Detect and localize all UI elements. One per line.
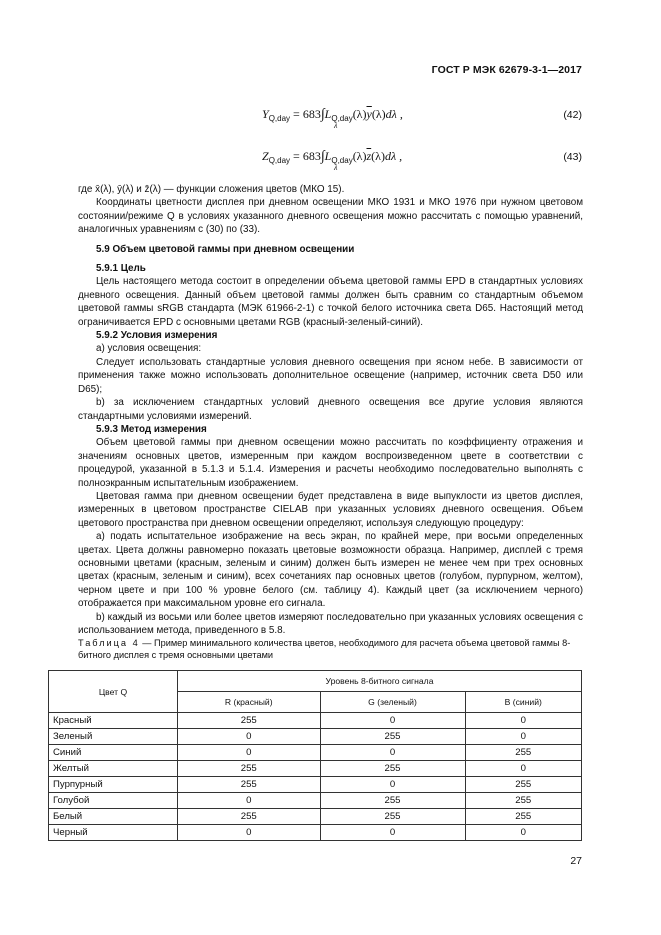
eq42-coef: 683 — [302, 107, 321, 121]
eq43-lhs-sub: Q,day — [268, 156, 291, 165]
where-clause: где x̄(λ), ȳ(λ) и z̄(λ) — функции сложения цветов (МКО 15). — [78, 184, 345, 195]
table-header-r: R (красный) — [178, 692, 321, 713]
paragraph-illumination: Следует использовать стандартные условия дневного освещения при ясном небе. В зависимости от применения также можно использовать дополнительное освещение (например, источник света D50 или D65); — [78, 356, 583, 395]
page-number: 27 — [570, 855, 582, 867]
paragraph-goal: Цель настоящего метода состоит в определении объема цветовой гаммы EPD в стандартных условиях дневного освещения. Данный объем цветовой гаммы должен быть сравним со стандартным объемом цветовой гаммы sRGB стандарта (МЭК 61966-2-1) с точкой белого источника света D65. Настоящий метод ограничивается EPD с основными цветами RGB (красный-зеленый-синий). — [78, 276, 583, 328]
table-header-color: Цвет Q — [49, 671, 178, 713]
section-heading-5-9-1: 5.9.1 Цель — [96, 263, 146, 275]
eq43-lhs: Z — [262, 149, 269, 163]
table-cell-value: 0 — [465, 713, 581, 729]
table-header-signal-level: Уровень 8-битного сигнала — [178, 671, 582, 692]
eq43-coef: 683 — [302, 149, 321, 163]
table-header-g: G (зеленый) — [320, 692, 465, 713]
eq43-lambda-under: λ — [334, 163, 338, 172]
eq43-arg: (λ) — [352, 149, 367, 163]
list-item-a-conditions: а) условия освещения: — [96, 343, 202, 355]
section-heading-5-9-3: 5.9.3 Метод измерения — [96, 423, 207, 435]
table-cell-value: 255 — [465, 809, 581, 825]
table-cell-value: 0 — [465, 729, 581, 745]
equation-43 — [0, 149, 661, 173]
eq43-dl: dλ , — [384, 149, 403, 163]
table-row — [49, 761, 582, 777]
eq43-func-arg: (λ) — [371, 149, 385, 163]
equation-number-42: (42) — [563, 109, 582, 121]
table-cell-value: 0 — [320, 745, 465, 761]
eq42-func-arg: (λ) — [371, 107, 386, 121]
table-row — [49, 729, 582, 745]
table-cell-color-name: Голубой — [49, 793, 178, 809]
table-cell-value: 0 — [320, 713, 465, 729]
table-cell-value: 0 — [178, 793, 321, 809]
eq43-func: $\overline{z}$ — [366, 149, 372, 163]
table-cell-value: 255 — [178, 809, 321, 825]
paragraph-method-2: Цветовая гамма при дневном освещении будет представлена в виде выпуклости из цветов дисплея, измеренных в цветовом пространстве CIELAB при указанных условиях дневного освещения. Объем цветового пространства при дневном освещении определяют, используя следующую процедуру: — [78, 490, 583, 529]
table-cell-color-name: Красный — [49, 713, 178, 729]
table-cell-color-name: Белый — [49, 809, 178, 825]
equation-42-expression — [262, 107, 403, 130]
table-cell-color-name: Синий — [49, 745, 178, 761]
document-number: ГОСТ Р МЭК 62679-3-1—2017 — [431, 64, 582, 76]
table-cell-color-name: Черный — [49, 825, 178, 841]
table-cell-value: 0 — [178, 745, 321, 761]
table-cell-value: 255 — [178, 713, 321, 729]
table-cell-value: 255 — [320, 729, 465, 745]
table-row — [49, 713, 582, 729]
table-cell-value: 0 — [178, 729, 321, 745]
table-cell-value: 0 — [178, 825, 321, 841]
equation-number-43: (43) — [563, 151, 582, 163]
eq43-rel: = — [293, 149, 300, 163]
table-caption-label: Таблица 4 — [78, 638, 140, 648]
table-cell-value: 255 — [465, 793, 581, 809]
table-cell-value: 255 — [178, 777, 321, 793]
table-cell-color-name: Желтый — [49, 761, 178, 777]
eq42-dl: dλ , — [385, 107, 403, 121]
table-row — [49, 777, 582, 793]
list-item-b-conditions: b) за исключением стандартных условий дневного освещения все другие условия являются стандартными условиями измерений. — [78, 397, 583, 422]
integral-sign-icon: ∫ — [320, 107, 325, 122]
eq42-rel: = — [293, 107, 300, 121]
list-item-b-procedure: b) каждый из восьми или более цветов измеряют последовательно при указанных условиях освещения с использованием метода, приведенного в 5.8. — [78, 611, 583, 636]
eq42-lhs: Y — [262, 107, 269, 121]
table-row — [49, 809, 582, 825]
color-table — [48, 670, 582, 841]
table-cell-value: 0 — [320, 777, 465, 793]
eq43-L-sub: Q,day — [331, 156, 353, 165]
eq42-func: $\overline{y}$ — [366, 107, 372, 121]
table-cell-value: 0 — [320, 825, 465, 841]
eq42-lambda-under: λ — [334, 121, 338, 130]
table-row — [49, 745, 582, 761]
body-text — [78, 183, 583, 637]
eq42-arg: (λ) — [352, 107, 367, 121]
table-cell-value: 255 — [320, 793, 465, 809]
eq42-L-sub: Q,day — [331, 114, 353, 123]
table-row — [49, 825, 582, 841]
table-caption-text: — Пример минимального количества цветов, необходимого для расчета объема цветовой гаммы 8-битного дисплея с тремя основными цветами — [78, 638, 571, 660]
equation-43-expression — [262, 149, 403, 172]
table-cell-value: 255 — [465, 745, 581, 761]
table-row — [49, 793, 582, 809]
list-item-a-procedure: а) подать испытательное изображение на весь экран, по крайней мере, при восьми определенных цветах. Цвета должны равномерно показать цветовые возможности образца. Например, дисплей с тремя основными цветами (красным, зеленым и синим) должен быть измерен не менее чем при трех основных цветах (красным, зеленым и синим), всех сочетаниях пар основных цветов (голубом, пурпурном, желтом), черном цвете и при 100 % уровне белого (см. таблицу 4). Каждый цвет (за исключением черного) отображается при максимальном уровне его сигнала. — [78, 531, 583, 610]
table-cell-value: 255 — [465, 777, 581, 793]
table-cell-color-name: Зеленый — [49, 729, 178, 745]
section-heading-5-9-2: 5.9.2 Условия измерения — [96, 330, 218, 342]
table-cell-color-name: Пурпурный — [49, 777, 178, 793]
table-cell-value: 0 — [465, 761, 581, 777]
table-cell-value: 255 — [320, 809, 465, 825]
table-cell-value: 255 — [320, 761, 465, 777]
eq42-L: L — [324, 107, 332, 121]
table-header-b: B (синий) — [465, 692, 581, 713]
paragraph-coordinates: Координаты цветности дисплея при дневном освещении МКО 1931 и МКО 1976 при нужном цветовом состоянии/режиме Q в условиях указанного дневного освещения можно рассчитать с помощью уравнений, аналогичных уравнениям с (30) по (33). — [78, 197, 583, 236]
equation-42 — [0, 107, 661, 131]
paragraph-method-1: Объем цветовой гаммы при дневном освещении можно рассчитать по коэффициенту отражения и значениям основных цветов, измеренным при каждом воспроизведенном цвете в соответствии с процедурой, указанной в 5.1.3 и 5.1.4. Измерения и расчеты необходимо последовательно выполнять с полноэкранным испытательным изображением. — [78, 437, 583, 489]
eq42-lhs-sub: Q,day — [268, 114, 291, 123]
section-heading-5-9: 5.9 Объем цветовой гаммы при дневном освещении — [96, 243, 355, 255]
table-caption — [78, 637, 583, 661]
table-cell-value: 0 — [465, 825, 581, 841]
table-cell-value: 255 — [178, 761, 321, 777]
integral-sign-icon: ∫ — [320, 149, 325, 164]
eq43-L: L — [324, 149, 332, 163]
